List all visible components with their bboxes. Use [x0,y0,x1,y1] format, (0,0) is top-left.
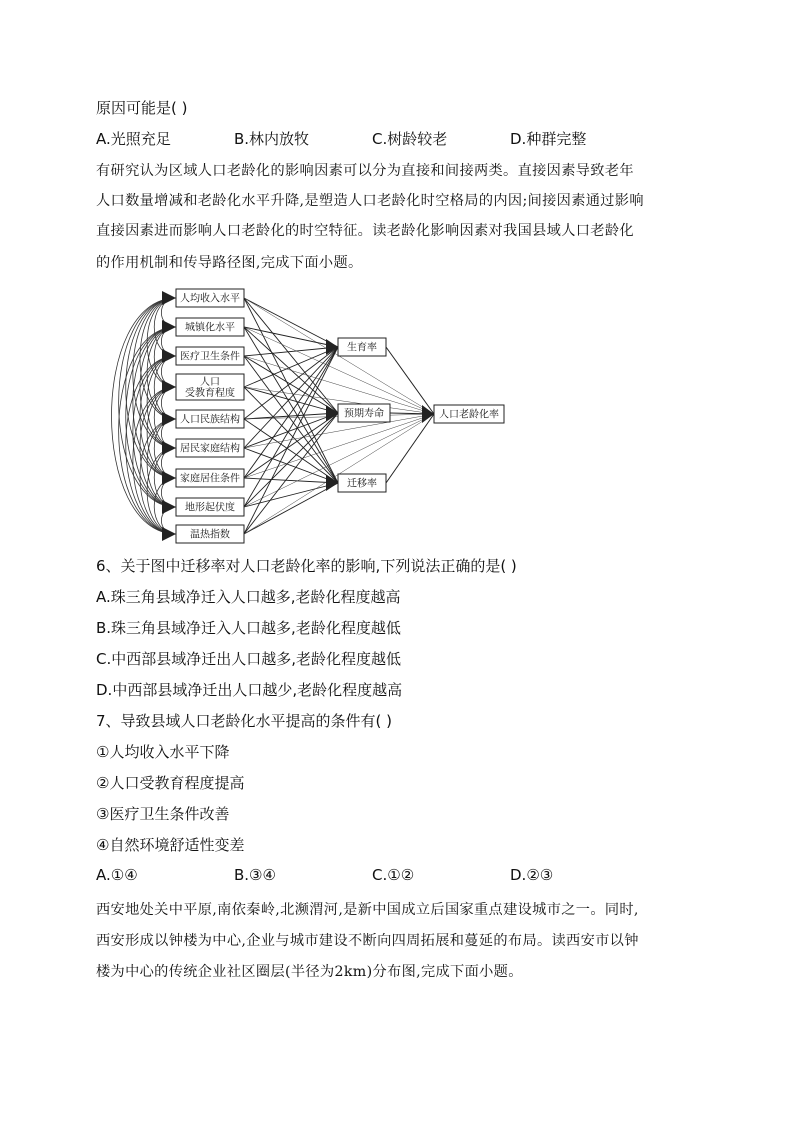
factor-label: 家庭居住条件 [180,473,240,485]
option-b: B.林内放牧 [234,130,310,148]
arrowhead [162,471,176,485]
factor-label: 受教育程度 [185,388,235,399]
option-d: D.②③ [510,866,554,884]
factor-label: 医疗卫生条件 [180,351,240,363]
option-c: C.中西部县域净迁出人口越多,老龄化程度越低 [96,650,402,668]
option-a: A.光照充足 [96,130,171,148]
question-stem: 7、导致县域人口老龄化水平提高的条件有( ) [96,712,393,730]
arrowhead [162,291,176,305]
question-stem: 原因可能是( ) [96,99,188,117]
indirect-factor-box [176,318,244,336]
intro-paragraph-line: 楼为中心的传统企业社区圈层(半径为2km)分布图,完成下面小题。 [96,964,523,980]
option-b: B.珠三角县域净迁入人口越多,老龄化程度越低 [96,619,401,637]
statement-item: ④自然环境舒适性变差 [96,836,245,854]
direct-factor-box [338,404,390,422]
path-line [386,414,434,483]
statement-item: ③医疗卫生条件改善 [96,805,230,823]
option-d: D.种群完整 [510,130,587,148]
arrowhead [162,441,176,455]
factor-label: 温热指数 [190,529,230,541]
path-line [244,347,338,448]
indirect-factor-box [176,374,244,400]
factor-label: 城镇化水平 [185,322,235,334]
option-a: A.①④ [96,866,138,884]
path-line [244,414,434,478]
option-d: D.中西部县域净迁出人口越少,老龄化程度越高 [96,681,403,699]
path-line [244,327,338,347]
path-line [386,347,434,414]
arrowhead [162,527,176,541]
factor-label: 生育率 [347,342,377,354]
arrowhead [162,320,176,334]
indirect-factor-box [176,347,244,365]
indirect-factor-box [176,469,244,487]
intro-paragraph-line: 人口数量增减和老龄化水平升降,是塑造人口老龄化时空格局的内因;间接因素通过影响 [96,193,644,209]
option-b: B.③④ [234,866,276,884]
path-line [244,414,434,507]
outcome-box [434,405,504,423]
factor-label: 居民家庭结构 [180,443,240,455]
intro-paragraph-line: 直接因素进而影响人口老龄化的时空特征。读老龄化影响因素对我国县域人口老龄化 [96,223,634,239]
aging-factor-diagram [96,286,512,544]
intro-paragraph-line: 西安地处关中平原,南依秦岭,北濒渭河,是新中国成立后国家重点建设城市之一。同时, [96,902,639,918]
statement-item: ①人均收入水平下降 [96,743,230,761]
indirect-factor-box [176,410,244,428]
factor-label: 地形起伏度 [185,502,235,514]
factor-label: 人口民族结构 [180,414,240,426]
arrowhead [162,349,176,363]
arrowhead [162,500,176,514]
path-line [244,483,338,507]
arrowhead [326,339,338,355]
direct-factor-box [338,338,386,356]
intro-paragraph-line: 的作用机制和传导路径图,完成下面小题。 [96,255,363,271]
indirect-factor-box [176,498,244,516]
option-c: C.树龄较老 [372,130,448,148]
outcome-label: 人口老龄化率 [439,409,499,421]
indirect-factor-box [176,439,244,457]
statement-item: ②人口受教育程度提高 [96,774,245,792]
indirect-factor-box [176,289,244,307]
path-line [244,483,338,534]
direct-factor-box [338,474,386,492]
arrowhead [162,412,176,426]
factor-label: 预期寿命 [344,408,384,420]
factor-label: 迁移率 [347,478,377,490]
path-line [244,448,338,483]
option-a: A.珠三角县域净迁入人口越多,老龄化程度越高 [96,588,401,606]
question-stem: 6、关于图中迁移率对人口老龄化率的影响,下列说法正确的是( ) [96,557,517,575]
path-line [244,347,338,419]
factor-label: 人口 [200,377,220,388]
arrowhead [422,405,434,423]
indirect-factor-box [176,525,244,543]
intro-paragraph-line: 西安形成以钟楼为中心,企业与城市建设不断向四周拓展和蔓延的布局。读西安市以钟 [96,933,639,949]
factor-label: 人均收入水平 [180,293,240,305]
option-c: C.①② [372,866,415,884]
arrowhead [162,380,176,394]
factor-correlation-arcs [112,291,177,541]
path-line [244,298,338,413]
intro-paragraph-line: 有研究认为区域人口老龄化的影响因素可以分为直接和间接两类。直接因素导致老年 [96,163,634,179]
